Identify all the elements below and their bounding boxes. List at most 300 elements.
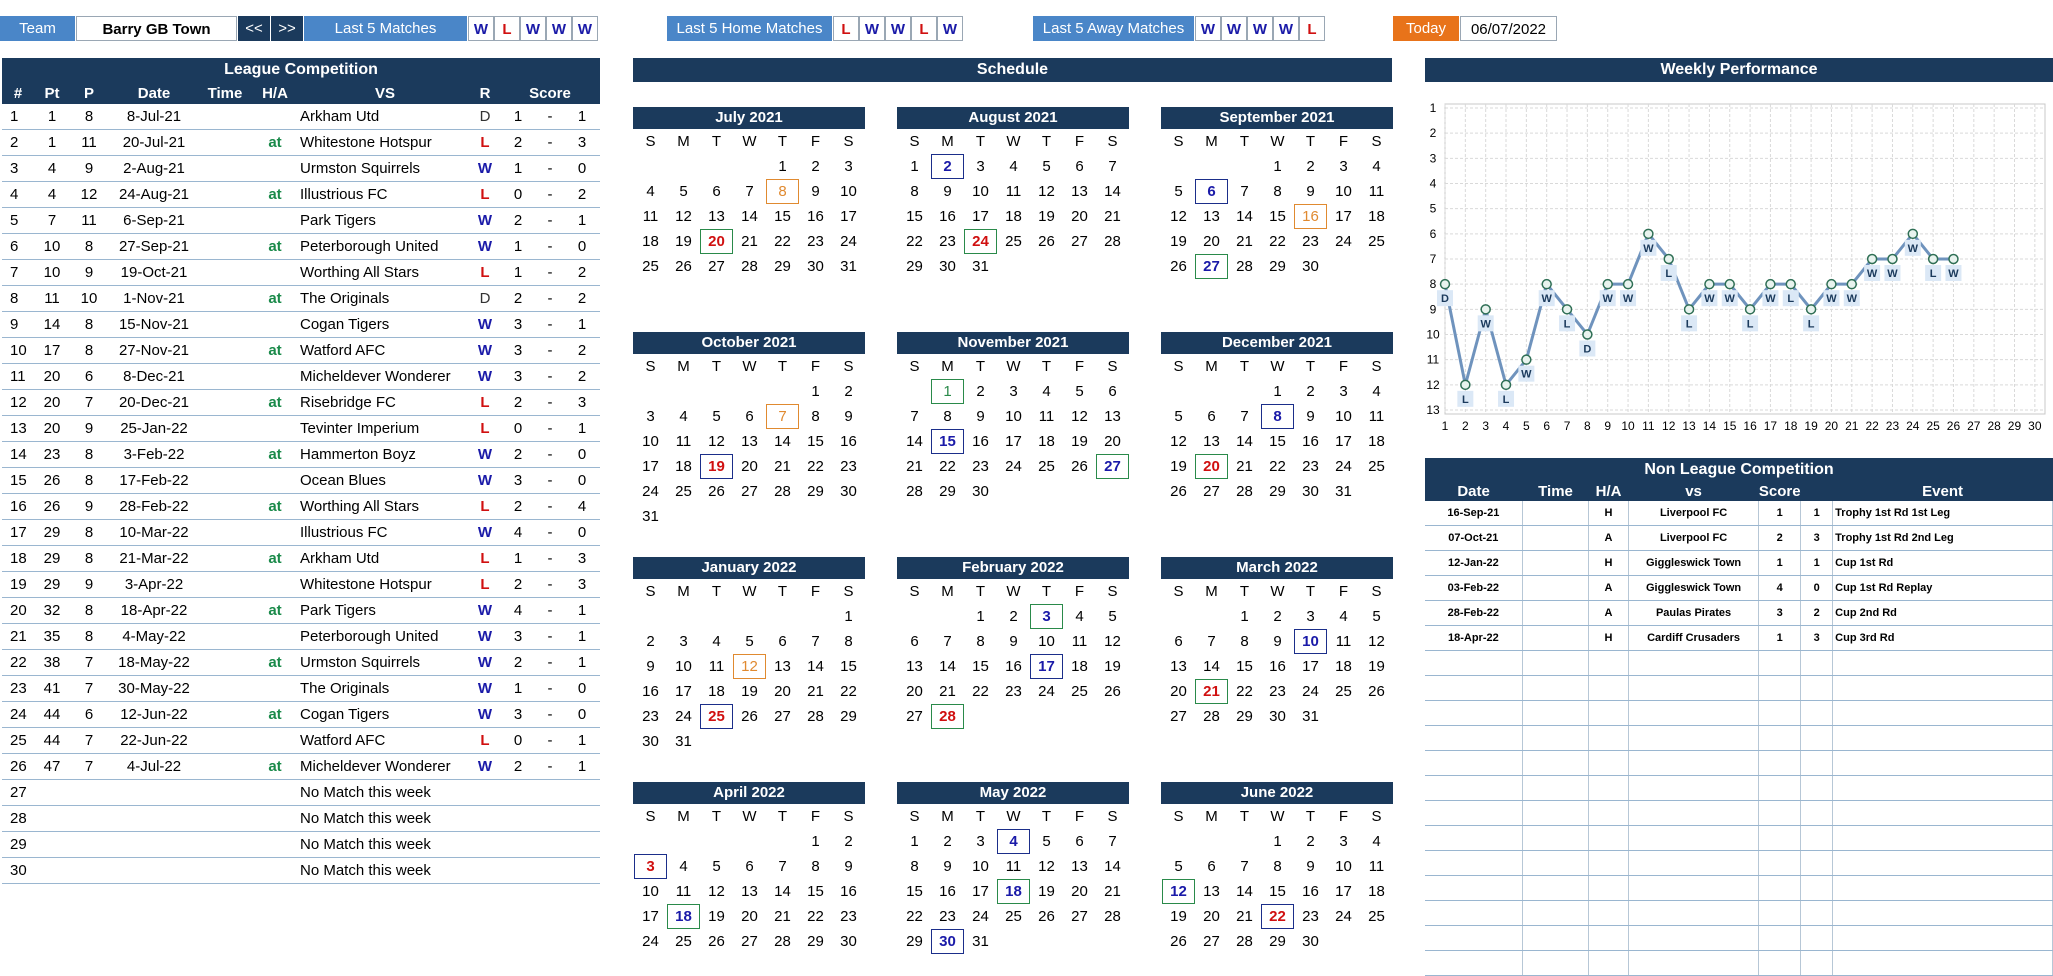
calendar-day[interactable]: 22 xyxy=(807,908,824,925)
calendar-day[interactable]: 10 xyxy=(1335,408,1352,425)
calendar-day[interactable]: 31 xyxy=(1302,708,1319,725)
calendar-day[interactable]: 26 xyxy=(1038,908,1055,925)
calendar-day[interactable]: 15 xyxy=(774,208,791,225)
calendar-day[interactable]: 8 xyxy=(1240,633,1249,650)
next-team-button[interactable]: >> xyxy=(271,16,303,41)
calendar-day[interactable]: 2 xyxy=(1306,383,1315,400)
calendar-day[interactable]: 10 xyxy=(1335,858,1352,875)
calendar-day[interactable]: 13 xyxy=(741,433,758,450)
calendar-day[interactable]: 4 xyxy=(1372,383,1381,400)
calendar-day[interactable]: 10 xyxy=(1038,633,1055,650)
calendar-day[interactable]: 4 xyxy=(1372,833,1381,850)
calendar-day[interactable]: 21 xyxy=(939,683,956,700)
calendar-day[interactable]: 5 xyxy=(1174,183,1183,200)
calendar-day[interactable]: 11 xyxy=(1368,858,1385,875)
calendar-day[interactable]: 27 xyxy=(708,258,725,275)
calendar-day[interactable]: 16 xyxy=(840,433,857,450)
calendar-day[interactable]: 13 xyxy=(1203,208,1220,225)
calendar-day[interactable]: 29 xyxy=(774,258,791,275)
calendar-day[interactable]: 22 xyxy=(906,233,923,250)
calendar-day[interactable]: 23 xyxy=(939,233,956,250)
prev-team-button[interactable]: << xyxy=(238,16,270,41)
calendar-day[interactable]: 20 xyxy=(1195,454,1228,479)
calendar-day[interactable]: 11 xyxy=(1038,408,1055,425)
calendar-day[interactable]: 23 xyxy=(807,233,824,250)
calendar-day[interactable]: 15 xyxy=(972,658,989,675)
calendar-day[interactable]: 22 xyxy=(1269,458,1286,475)
calendar-day[interactable]: 18 xyxy=(1038,433,1055,450)
calendar-day[interactable]: 29 xyxy=(906,258,923,275)
calendar-day[interactable]: 17 xyxy=(675,683,692,700)
calendar-day[interactable]: 16 xyxy=(642,683,659,700)
calendar-day[interactable]: 28 xyxy=(1236,258,1253,275)
calendar-day[interactable]: 29 xyxy=(807,483,824,500)
calendar-day[interactable]: 12 xyxy=(1368,633,1385,650)
calendar-day[interactable]: 1 xyxy=(811,383,820,400)
calendar-day[interactable]: 29 xyxy=(939,483,956,500)
calendar-day[interactable]: 21 xyxy=(906,458,923,475)
calendar-day[interactable]: 25 xyxy=(1005,908,1022,925)
calendar-day[interactable]: 10 xyxy=(972,183,989,200)
calendar-day[interactable]: 4 xyxy=(679,858,688,875)
calendar-day[interactable]: 1 xyxy=(1273,158,1282,175)
calendar-day[interactable]: 13 xyxy=(906,658,923,675)
calendar-day[interactable]: 25 xyxy=(1038,458,1055,475)
calendar-day[interactable]: 27 xyxy=(1170,708,1187,725)
calendar-day[interactable]: 22 xyxy=(1269,233,1286,250)
calendar-day[interactable]: 16 xyxy=(1294,204,1327,229)
calendar-day[interactable]: 3 xyxy=(1009,383,1018,400)
calendar-day[interactable]: 29 xyxy=(840,708,857,725)
calendar-day[interactable]: 21 xyxy=(1104,208,1121,225)
calendar-day[interactable]: 30 xyxy=(840,483,857,500)
calendar-day[interactable]: 18 xyxy=(1005,208,1022,225)
calendar-day[interactable]: 8 xyxy=(811,858,820,875)
calendar-day[interactable]: 18 xyxy=(708,683,725,700)
calendar-day[interactable]: 17 xyxy=(840,208,857,225)
calendar-day[interactable]: 7 xyxy=(745,183,754,200)
calendar-day[interactable]: 20 xyxy=(906,683,923,700)
calendar-day[interactable]: 3 xyxy=(1339,383,1348,400)
calendar-day[interactable]: 12 xyxy=(675,208,692,225)
calendar-day[interactable]: 12 xyxy=(1038,858,1055,875)
calendar-day[interactable]: 19 xyxy=(1038,883,1055,900)
calendar-day[interactable]: 27 xyxy=(1071,233,1088,250)
calendar-day[interactable]: 20 xyxy=(1071,883,1088,900)
calendar-day[interactable]: 17 xyxy=(1335,883,1352,900)
calendar-day[interactable]: 26 xyxy=(1104,683,1121,700)
calendar-day[interactable]: 15 xyxy=(906,883,923,900)
calendar-day[interactable]: 8 xyxy=(1273,183,1282,200)
calendar-day[interactable]: 26 xyxy=(1038,233,1055,250)
calendar-day[interactable]: 15 xyxy=(906,208,923,225)
calendar-day[interactable]: 12 xyxy=(1071,408,1088,425)
calendar-day[interactable]: 9 xyxy=(844,858,853,875)
calendar-day[interactable]: 14 xyxy=(807,658,824,675)
calendar-day[interactable]: 15 xyxy=(807,883,824,900)
calendar-day[interactable]: 16 xyxy=(1005,658,1022,675)
calendar-day[interactable]: 28 xyxy=(1236,933,1253,950)
calendar-day[interactable]: 14 xyxy=(1104,183,1121,200)
calendar-day[interactable]: 19 xyxy=(708,908,725,925)
calendar-day[interactable]: 30 xyxy=(840,933,857,950)
calendar-day[interactable]: 9 xyxy=(1273,633,1282,650)
calendar-day[interactable]: 10 xyxy=(1005,408,1022,425)
calendar-day[interactable]: 13 xyxy=(1203,433,1220,450)
calendar-day[interactable]: 16 xyxy=(807,208,824,225)
calendar-day[interactable]: 2 xyxy=(1273,608,1282,625)
calendar-day[interactable]: 6 xyxy=(1075,833,1084,850)
calendar-day[interactable]: 4 xyxy=(1339,608,1348,625)
calendar-day[interactable]: 26 xyxy=(1170,933,1187,950)
calendar-day[interactable]: 28 xyxy=(1104,233,1121,250)
calendar-day[interactable]: 2 xyxy=(844,833,853,850)
calendar-day[interactable]: 3 xyxy=(679,633,688,650)
calendar-day[interactable]: 18 xyxy=(997,879,1030,904)
calendar-day[interactable]: 22 xyxy=(840,683,857,700)
calendar-day[interactable]: 21 xyxy=(1104,883,1121,900)
calendar-day[interactable]: 22 xyxy=(774,233,791,250)
calendar-day[interactable]: 31 xyxy=(840,258,857,275)
calendar-day[interactable]: 16 xyxy=(1302,883,1319,900)
calendar-day[interactable]: 22 xyxy=(807,458,824,475)
calendar-day[interactable]: 14 xyxy=(774,883,791,900)
calendar-day[interactable]: 1 xyxy=(1273,383,1282,400)
calendar-day[interactable]: 9 xyxy=(811,183,820,200)
calendar-day[interactable]: 4 xyxy=(712,633,721,650)
calendar-day[interactable]: 8 xyxy=(766,179,799,204)
calendar-day[interactable]: 11 xyxy=(1005,183,1022,200)
calendar-day[interactable]: 30 xyxy=(972,483,989,500)
calendar-day[interactable]: 6 xyxy=(1174,633,1183,650)
calendar-day[interactable]: 15 xyxy=(1269,883,1286,900)
calendar-day[interactable]: 18 xyxy=(675,458,692,475)
calendar-day[interactable]: 11 xyxy=(642,208,659,225)
calendar-day[interactable]: 9 xyxy=(943,858,952,875)
calendar-day[interactable]: 3 xyxy=(844,158,853,175)
calendar-day[interactable]: 2 xyxy=(844,383,853,400)
calendar-day[interactable]: 25 xyxy=(675,483,692,500)
calendar-day[interactable]: 3 xyxy=(1339,158,1348,175)
calendar-day[interactable]: 2 xyxy=(811,158,820,175)
calendar-day[interactable]: 20 xyxy=(1203,233,1220,250)
calendar-day[interactable]: 13 xyxy=(1170,658,1187,675)
calendar-day[interactable]: 28 xyxy=(741,258,758,275)
calendar-day[interactable]: 21 xyxy=(774,908,791,925)
calendar-day[interactable]: 25 xyxy=(675,933,692,950)
calendar-day[interactable]: 28 xyxy=(1203,708,1220,725)
calendar-day[interactable]: 25 xyxy=(1071,683,1088,700)
calendar-day[interactable]: 7 xyxy=(1108,833,1117,850)
calendar-day[interactable]: 9 xyxy=(976,408,985,425)
calendar-day[interactable]: 23 xyxy=(840,908,857,925)
calendar-day[interactable]: 17 xyxy=(1005,433,1022,450)
calendar-day[interactable]: 18 xyxy=(1335,658,1352,675)
calendar-day[interactable]: 25 xyxy=(1368,908,1385,925)
calendar-day[interactable]: 1 xyxy=(844,608,853,625)
calendar-day[interactable]: 14 xyxy=(774,433,791,450)
calendar-day[interactable]: 12 xyxy=(1104,633,1121,650)
calendar-day[interactable]: 27 xyxy=(1195,254,1228,279)
calendar-day[interactable]: 29 xyxy=(1236,708,1253,725)
calendar-day[interactable]: 10 xyxy=(972,858,989,875)
calendar-day[interactable]: 17 xyxy=(972,208,989,225)
calendar-day[interactable]: 29 xyxy=(906,933,923,950)
calendar-day[interactable]: 21 xyxy=(1195,679,1228,704)
calendar-day[interactable]: 13 xyxy=(774,658,791,675)
calendar-day[interactable]: 12 xyxy=(1038,183,1055,200)
calendar-day[interactable]: 3 xyxy=(646,408,655,425)
calendar-day[interactable]: 11 xyxy=(675,433,692,450)
calendar-day[interactable]: 5 xyxy=(1042,158,1051,175)
calendar-day[interactable]: 11 xyxy=(708,658,725,675)
calendar-day[interactable]: 14 xyxy=(1236,208,1253,225)
calendar-day[interactable]: 18 xyxy=(1368,883,1385,900)
calendar-day[interactable]: 25 xyxy=(1005,233,1022,250)
calendar-day[interactable]: 27 xyxy=(1071,908,1088,925)
calendar-day[interactable]: 10 xyxy=(1335,183,1352,200)
calendar-day[interactable]: 24 xyxy=(1335,908,1352,925)
calendar-day[interactable]: 22 xyxy=(906,908,923,925)
calendar-day[interactable]: 7 xyxy=(1108,158,1117,175)
calendar-day[interactable]: 13 xyxy=(1071,183,1088,200)
calendar-day[interactable]: 28 xyxy=(774,483,791,500)
calendar-day[interactable]: 20 xyxy=(1170,683,1187,700)
calendar-day[interactable]: 14 xyxy=(1236,883,1253,900)
calendar-day[interactable]: 27 xyxy=(741,933,758,950)
calendar-day[interactable]: 18 xyxy=(667,904,700,929)
calendar-day[interactable]: 27 xyxy=(1096,454,1129,479)
calendar-day[interactable]: 1 xyxy=(910,158,919,175)
calendar-day[interactable]: 3 xyxy=(1306,608,1315,625)
calendar-day[interactable]: 5 xyxy=(1372,608,1381,625)
calendar-day[interactable]: 4 xyxy=(997,829,1030,854)
calendar-day[interactable]: 29 xyxy=(807,933,824,950)
calendar-day[interactable]: 9 xyxy=(943,183,952,200)
calendar-day[interactable]: 9 xyxy=(1306,408,1315,425)
calendar-day[interactable]: 6 xyxy=(1207,858,1216,875)
calendar-day[interactable]: 2 xyxy=(1306,833,1315,850)
calendar-day[interactable]: 27 xyxy=(1203,933,1220,950)
calendar-day[interactable]: 24 xyxy=(1335,233,1352,250)
calendar-day[interactable]: 12 xyxy=(708,433,725,450)
calendar-day[interactable]: 2 xyxy=(646,633,655,650)
calendar-day[interactable]: 20 xyxy=(1071,208,1088,225)
calendar-day[interactable]: 26 xyxy=(741,708,758,725)
calendar-day[interactable]: 7 xyxy=(1240,183,1249,200)
calendar-day[interactable]: 26 xyxy=(1170,258,1187,275)
calendar-day[interactable]: 21 xyxy=(1236,908,1253,925)
calendar-day[interactable]: 9 xyxy=(646,658,655,675)
calendar-day[interactable]: 3 xyxy=(634,854,667,879)
calendar-day[interactable]: 8 xyxy=(976,633,985,650)
calendar-day[interactable]: 23 xyxy=(840,458,857,475)
calendar-day[interactable]: 10 xyxy=(675,658,692,675)
calendar-day[interactable]: 30 xyxy=(939,258,956,275)
calendar-day[interactable]: 11 xyxy=(1368,183,1385,200)
calendar-day[interactable]: 8 xyxy=(844,633,853,650)
calendar-day[interactable]: 30 xyxy=(1302,483,1319,500)
calendar-day[interactable]: 25 xyxy=(1368,233,1385,250)
calendar-day[interactable]: 2 xyxy=(1306,158,1315,175)
calendar-day[interactable]: 24 xyxy=(972,908,989,925)
calendar-day[interactable]: 19 xyxy=(1368,658,1385,675)
calendar-day[interactable]: 2 xyxy=(976,383,985,400)
calendar-day[interactable]: 3 xyxy=(976,158,985,175)
calendar-day[interactable]: 21 xyxy=(741,233,758,250)
calendar-day[interactable]: 10 xyxy=(642,433,659,450)
calendar-day[interactable]: 21 xyxy=(774,458,791,475)
calendar-day[interactable]: 2 xyxy=(1009,608,1018,625)
calendar-day[interactable]: 5 xyxy=(1174,408,1183,425)
calendar-day[interactable]: 24 xyxy=(642,483,659,500)
calendar-day[interactable]: 23 xyxy=(1302,233,1319,250)
calendar-day[interactable]: 27 xyxy=(741,483,758,500)
calendar-day[interactable]: 17 xyxy=(642,908,659,925)
calendar-day[interactable]: 5 xyxy=(712,408,721,425)
calendar-day[interactable]: 19 xyxy=(1170,233,1187,250)
calendar-day[interactable]: 30 xyxy=(931,929,964,954)
calendar-day[interactable]: 11 xyxy=(1335,633,1352,650)
calendar-day[interactable]: 23 xyxy=(1269,683,1286,700)
calendar-day[interactable]: 24 xyxy=(1038,683,1055,700)
calendar-day[interactable]: 28 xyxy=(807,708,824,725)
calendar-day[interactable]: 9 xyxy=(1009,633,1018,650)
calendar-day[interactable]: 12 xyxy=(733,654,766,679)
calendar-day[interactable]: 8 xyxy=(1261,404,1294,429)
calendar-day[interactable]: 5 xyxy=(679,183,688,200)
calendar-day[interactable]: 30 xyxy=(807,258,824,275)
calendar-day[interactable]: 4 xyxy=(646,183,655,200)
calendar-day[interactable]: 20 xyxy=(741,458,758,475)
calendar-day[interactable]: 24 xyxy=(1302,683,1319,700)
calendar-day[interactable]: 1 xyxy=(1273,833,1282,850)
calendar-day[interactable]: 19 xyxy=(1104,658,1121,675)
calendar-day[interactable]: 9 xyxy=(1306,183,1315,200)
calendar-day[interactable]: 22 xyxy=(939,458,956,475)
calendar-day[interactable]: 7 xyxy=(1240,408,1249,425)
calendar-day[interactable]: 14 xyxy=(1203,658,1220,675)
calendar-day[interactable]: 6 xyxy=(712,183,721,200)
calendar-day[interactable]: 1 xyxy=(910,833,919,850)
calendar-day[interactable]: 26 xyxy=(1071,458,1088,475)
calendar-day[interactable]: 28 xyxy=(1236,483,1253,500)
calendar-day[interactable]: 13 xyxy=(1203,883,1220,900)
calendar-day[interactable]: 8 xyxy=(943,408,952,425)
calendar-day[interactable]: 25 xyxy=(1368,458,1385,475)
calendar-day[interactable]: 22 xyxy=(972,683,989,700)
calendar-day[interactable]: 19 xyxy=(675,233,692,250)
calendar-day[interactable]: 25 xyxy=(700,704,733,729)
calendar-day[interactable]: 9 xyxy=(1306,858,1315,875)
calendar-day[interactable]: 18 xyxy=(642,233,659,250)
calendar-day[interactable]: 24 xyxy=(675,708,692,725)
calendar-day[interactable]: 14 xyxy=(1236,433,1253,450)
calendar-day[interactable]: 6 xyxy=(1075,158,1084,175)
calendar-day[interactable]: 11 xyxy=(675,883,692,900)
calendar-day[interactable]: 7 xyxy=(766,404,799,429)
calendar-day[interactable]: 24 xyxy=(1335,458,1352,475)
calendar-day[interactable]: 12 xyxy=(1170,433,1187,450)
calendar-day[interactable]: 30 xyxy=(1269,708,1286,725)
calendar-day[interactable]: 15 xyxy=(1269,208,1286,225)
calendar-day[interactable]: 31 xyxy=(972,933,989,950)
calendar-day[interactable]: 17 xyxy=(1335,433,1352,450)
calendar-day[interactable]: 7 xyxy=(943,633,952,650)
calendar-day[interactable]: 10 xyxy=(642,883,659,900)
calendar-day[interactable]: 25 xyxy=(642,258,659,275)
calendar-day[interactable]: 5 xyxy=(1075,383,1084,400)
calendar-day[interactable]: 30 xyxy=(1302,258,1319,275)
calendar-day[interactable]: 31 xyxy=(972,258,989,275)
calendar-day[interactable]: 18 xyxy=(1368,208,1385,225)
calendar-day[interactable]: 6 xyxy=(745,408,754,425)
calendar-day[interactable]: 12 xyxy=(1162,879,1195,904)
calendar-day[interactable]: 24 xyxy=(1005,458,1022,475)
calendar-day[interactable]: 27 xyxy=(906,708,923,725)
calendar-day[interactable]: 1 xyxy=(931,379,964,404)
calendar-day[interactable]: 24 xyxy=(642,933,659,950)
calendar-day[interactable]: 4 xyxy=(1009,158,1018,175)
calendar-day[interactable]: 26 xyxy=(1170,483,1187,500)
calendar-day[interactable]: 10 xyxy=(840,183,857,200)
calendar-day[interactable]: 11 xyxy=(1005,858,1022,875)
calendar-day[interactable]: 17 xyxy=(642,458,659,475)
calendar-day[interactable]: 15 xyxy=(931,429,964,454)
calendar-day[interactable]: 26 xyxy=(675,258,692,275)
calendar-day[interactable]: 17 xyxy=(1030,654,1063,679)
calendar-day[interactable]: 1 xyxy=(1240,608,1249,625)
calendar-day[interactable]: 31 xyxy=(642,508,659,525)
calendar-day[interactable]: 31 xyxy=(1335,483,1352,500)
calendar-day[interactable]: 7 xyxy=(811,633,820,650)
calendar-day[interactable]: 15 xyxy=(1236,658,1253,675)
calendar-day[interactable]: 23 xyxy=(1005,683,1022,700)
calendar-day[interactable]: 13 xyxy=(1071,858,1088,875)
calendar-day[interactable]: 11 xyxy=(1368,408,1385,425)
calendar-day[interactable]: 1 xyxy=(811,833,820,850)
calendar-day[interactable]: 23 xyxy=(1302,908,1319,925)
calendar-day[interactable]: 6 xyxy=(778,633,787,650)
calendar-day[interactable]: 19 xyxy=(1071,433,1088,450)
calendar-day[interactable]: 15 xyxy=(1269,433,1286,450)
calendar-day[interactable]: 5 xyxy=(1108,608,1117,625)
calendar-day[interactable]: 31 xyxy=(675,733,692,750)
calendar-day[interactable]: 20 xyxy=(774,683,791,700)
calendar-day[interactable]: 26 xyxy=(708,933,725,950)
calendar-day[interactable]: 16 xyxy=(972,433,989,450)
calendar-day[interactable]: 26 xyxy=(1368,683,1385,700)
calendar-day[interactable]: 12 xyxy=(708,883,725,900)
calendar-day[interactable]: 28 xyxy=(931,704,964,729)
calendar-day[interactable]: 26 xyxy=(708,483,725,500)
calendar-day[interactable]: 28 xyxy=(774,933,791,950)
calendar-day[interactable]: 1 xyxy=(976,608,985,625)
calendar-day[interactable]: 17 xyxy=(1335,208,1352,225)
calendar-day[interactable]: 27 xyxy=(774,708,791,725)
calendar-day[interactable]: 7 xyxy=(778,858,787,875)
calendar-day[interactable]: 18 xyxy=(1368,433,1385,450)
calendar-day[interactable]: 6 xyxy=(910,633,919,650)
calendar-day[interactable]: 24 xyxy=(840,233,857,250)
calendar-day[interactable]: 16 xyxy=(840,883,857,900)
calendar-day[interactable]: 16 xyxy=(939,883,956,900)
calendar-day[interactable]: 3 xyxy=(976,833,985,850)
calendar-day[interactable]: 19 xyxy=(1170,908,1187,925)
calendar-day[interactable]: 19 xyxy=(700,454,733,479)
calendar-day[interactable]: 24 xyxy=(964,229,997,254)
calendar-day[interactable]: 4 xyxy=(679,408,688,425)
